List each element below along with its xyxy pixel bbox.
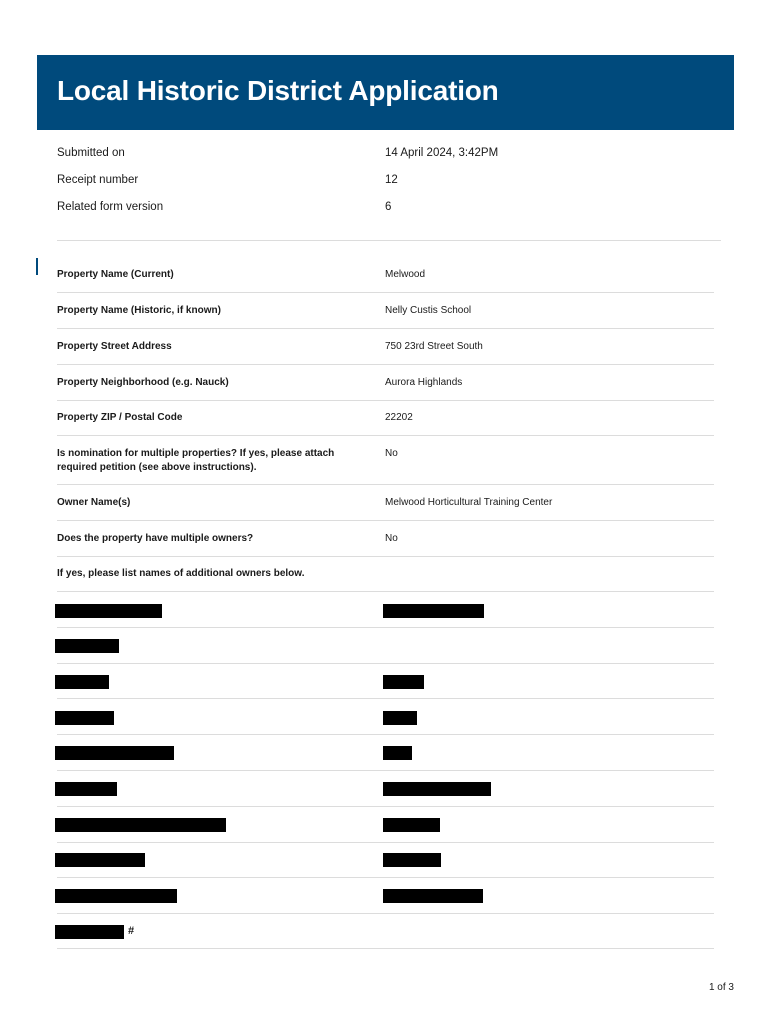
- redacted-row: [57, 639, 714, 664]
- field-row: [57, 532, 714, 557]
- section-divider: [57, 240, 721, 241]
- redaction-block: [55, 925, 124, 939]
- field-row: [57, 496, 714, 521]
- redaction-block: [383, 746, 412, 760]
- redacted-row: [57, 674, 714, 699]
- field-question: If yes, please list names of additional owners below.: [57, 568, 305, 579]
- redaction-block: [55, 675, 109, 689]
- field-answer: 22202: [385, 412, 413, 423]
- redaction-block: [55, 818, 226, 832]
- redacted-row: [57, 603, 714, 628]
- redaction-block: [383, 675, 424, 689]
- field-answer: Aurora Highlands: [385, 377, 463, 388]
- field-question: Property Name (Historic, if known): [57, 305, 221, 316]
- redaction-block: [55, 782, 117, 796]
- field-answer: 750 23rd Street South: [385, 341, 483, 352]
- field-row: [57, 268, 714, 293]
- field-row: [57, 411, 714, 436]
- redacted-row: [57, 710, 714, 735]
- field-answer: Melwood Horticultural Training Center: [385, 497, 553, 508]
- redacted-row: [57, 746, 714, 771]
- meta-label: Related form version: [57, 201, 164, 213]
- field-question: Property Neighborhood (e.g. Nauck): [57, 377, 229, 388]
- field-answer: Melwood: [385, 269, 426, 280]
- redaction-block: [55, 746, 174, 760]
- redaction-block: [383, 818, 440, 832]
- field-row: [57, 376, 714, 401]
- field-row: [57, 447, 714, 485]
- redacted-row: [57, 925, 714, 949]
- redacted-row: [57, 818, 714, 843]
- redaction-suffix: #: [128, 925, 135, 937]
- field-row: [57, 340, 714, 365]
- field-row: [57, 304, 714, 329]
- field-question: Owner Name(s): [57, 497, 131, 508]
- field-question: Property ZIP / Postal Code: [57, 412, 183, 423]
- redaction-block: [55, 889, 177, 903]
- redacted-row: [57, 889, 714, 914]
- redacted-row: [57, 853, 714, 878]
- meta-label: Receipt number: [57, 174, 139, 186]
- redaction-block: [383, 889, 483, 903]
- field-question: Property Name (Current): [57, 269, 174, 280]
- form-header: [37, 55, 734, 130]
- section-accent-bar: [36, 258, 38, 275]
- field-answer: Nelly Custis School: [385, 305, 472, 316]
- redacted-row: [57, 782, 714, 807]
- redaction-block: [55, 639, 119, 653]
- form-title: Local Historic District Application: [57, 75, 499, 106]
- field-answer: No: [385, 533, 398, 544]
- redaction-block: [55, 711, 114, 725]
- page-indicator: 1 of 3: [708, 982, 734, 993]
- field-row: [57, 567, 714, 592]
- redaction-block: [383, 782, 491, 796]
- meta-value: 14 April 2024, 3:42PM: [385, 147, 499, 159]
- field-answer: No: [385, 448, 398, 459]
- field-question: Is nomination for multiple properties? If yes, please attach required petition (see above instructions).: [57, 448, 335, 473]
- field-question: Does the property have multiple owners?: [57, 533, 254, 544]
- redaction-block: [383, 853, 441, 867]
- meta-value: 6: [385, 201, 392, 213]
- redaction-block: [55, 853, 145, 867]
- redaction-block: [55, 604, 162, 618]
- redaction-block: [383, 711, 417, 725]
- meta-label: Submitted on: [57, 147, 125, 159]
- field-question: Property Street Address: [57, 341, 172, 352]
- meta-value: 12: [385, 174, 398, 186]
- redaction-block: [383, 604, 484, 618]
